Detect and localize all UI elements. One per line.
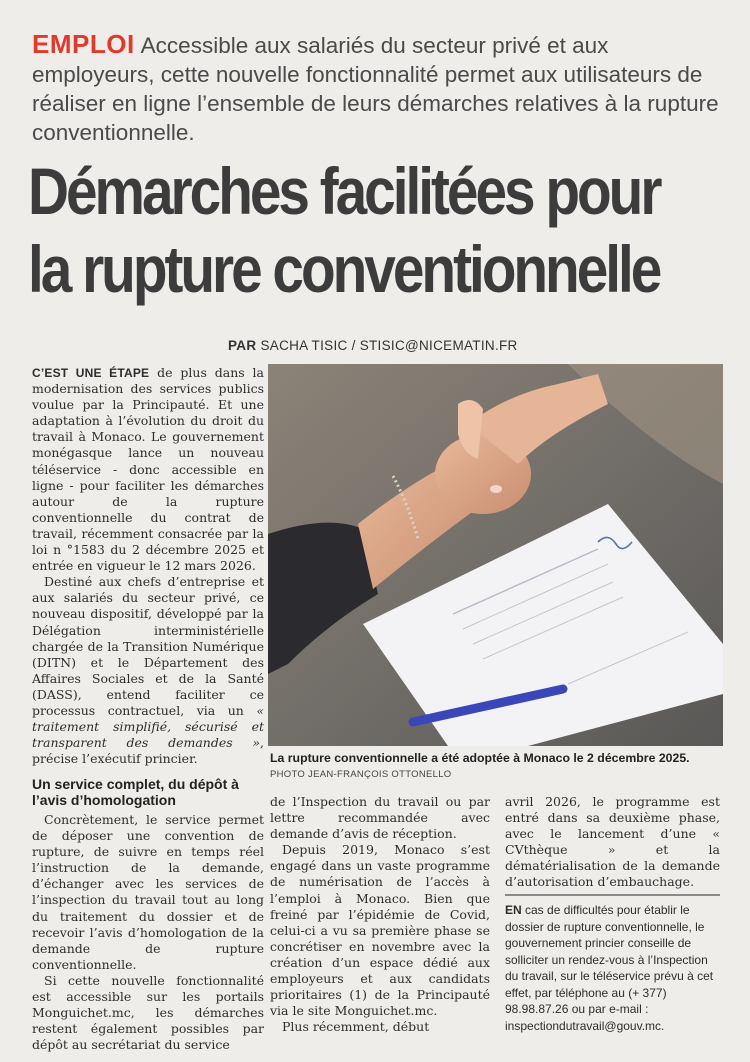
- paragraph-4: Si cette nouvelle fonctionnalité est accessible sur les portails Monguichet.mc, les démarches restent également possibles par dépôt au secrétariat du service: [32, 972, 264, 1053]
- headline: [28, 152, 660, 308]
- headline-line-1: Démarches facilitées pour: [28, 154, 660, 228]
- paragraph-3: Concrètement, le service permet de déposer une convention de rupture, de suivre en temps réel l’instruction de la demande, d’échanger avec les services de l’inspection du travail tout au long du traitement du dossier et de recevoir l’avis d’homologation de la demande de rupture conventionnelle.: [32, 812, 264, 972]
- byline: [228, 338, 518, 353]
- info-box: [505, 902, 723, 1034]
- article-column-1: [32, 365, 264, 767]
- box-rule: [505, 894, 720, 896]
- photo-caption: La rupture conventionnelle a été adoptée à Monaco le 2 décembre 2025.: [270, 751, 690, 765]
- handshake-photo: [268, 364, 723, 746]
- article-column-1-bottom: [32, 776, 264, 1053]
- subheading: Un service complet, du dépôt à l’avis d’homologation: [32, 776, 239, 808]
- lead-text: Accessible aux salariés du secteur privé et aux employeurs, cette nouvelle fonctionnalité permet aux utilisateurs de réaliser en ligne l’ensemble de leurs démarches relatives à la rupture conventionnelle.: [32, 33, 719, 145]
- intro-leadin: C’EST UNE ÉTAPE: [32, 366, 150, 380]
- byline-par: PAR: [228, 338, 257, 353]
- box-leadin: EN: [505, 903, 522, 917]
- paragraph-intro: [32, 365, 264, 574]
- section-kicker: EMPLOI: [32, 29, 135, 59]
- paragraph-4-continued: de l’Inspection du travail ou par lettre recommandée avec demande d’avis de réception.: [270, 794, 490, 842]
- intro-text: de plus dans la modernisation des services publics voulue par la Principauté. Et une adaptation à l’évolution du droit du travail à Monaco. Le gouvernement monégasque lance un nouveau téléservice - donc accessible en ligne - pour faciliter les démarches autour de la rupture conventionnelle du contrat de travail, récemment consacrée par la loi n °1583 du 2 décembre 2025 et entrée en vigueur le 12 mars 2026.: [32, 365, 264, 574]
- p2-quote: « traitement simplifié, sécurisé et transparent des demandes »: [32, 702, 264, 751]
- byline-author: SACHA TISIC / STISIC@NICEMATIN.FR: [260, 338, 518, 353]
- photo-credit: PHOTO JEAN-FRANÇOIS OTTONELLO: [270, 769, 452, 780]
- article-column-3: [505, 794, 720, 891]
- paragraph-6-continued: avril 2026, le programme est entré dans sa deuxième phase, avec le lancement d’une « CVthèque » et la dématérialisation de la demande d’autorisation d’embauchage.: [505, 794, 720, 890]
- p2-text-b: , précise l’exécutif princier.: [32, 735, 264, 767]
- article-lead: [32, 30, 732, 147]
- paragraph-2: [32, 574, 264, 767]
- headline-line-2: la rupture conventionnelle: [28, 232, 660, 306]
- p2-text-a: Destiné aux chefs d’entreprise et aux salariés du secteur privé, ce nouveau dispositif, développé par la Délégation interministérielle chargée de la Transition Numérique (DITN) et le Département des Affaires Sociales et de la Santé (DASS), entend faciliter ce processus contractuel, via un: [32, 574, 264, 718]
- paragraph-6: Plus récemment, début: [282, 1019, 430, 1035]
- photo-illustration: [268, 364, 723, 746]
- box-text: cas de difficultés pour établir le dossier de rupture conventionnelle, le gouvernement princier conseille de solliciter un rendez-vous à l’Inspection du travail, sur le téléservice prévu à cet effet, par téléphone au (+ 377) 98.98.87.26 ou par e-mail : inspectiondutravail@gouv.mc.: [505, 903, 714, 1033]
- paragraph-5: Depuis 2019, Monaco s’est engagé dans un vaste programme de numérisation de l’accès à l’emploi à Monaco. Bien que freiné par l’épidémie de Covid, celui-ci a vu sa première phase se concrétiser en novembre avec la création d’un espace dédié aux employeurs et aux candidats prioritaires (1) de la Principauté via le site Monguichet.mc.: [270, 842, 490, 1019]
- article-column-2: [270, 794, 490, 1035]
